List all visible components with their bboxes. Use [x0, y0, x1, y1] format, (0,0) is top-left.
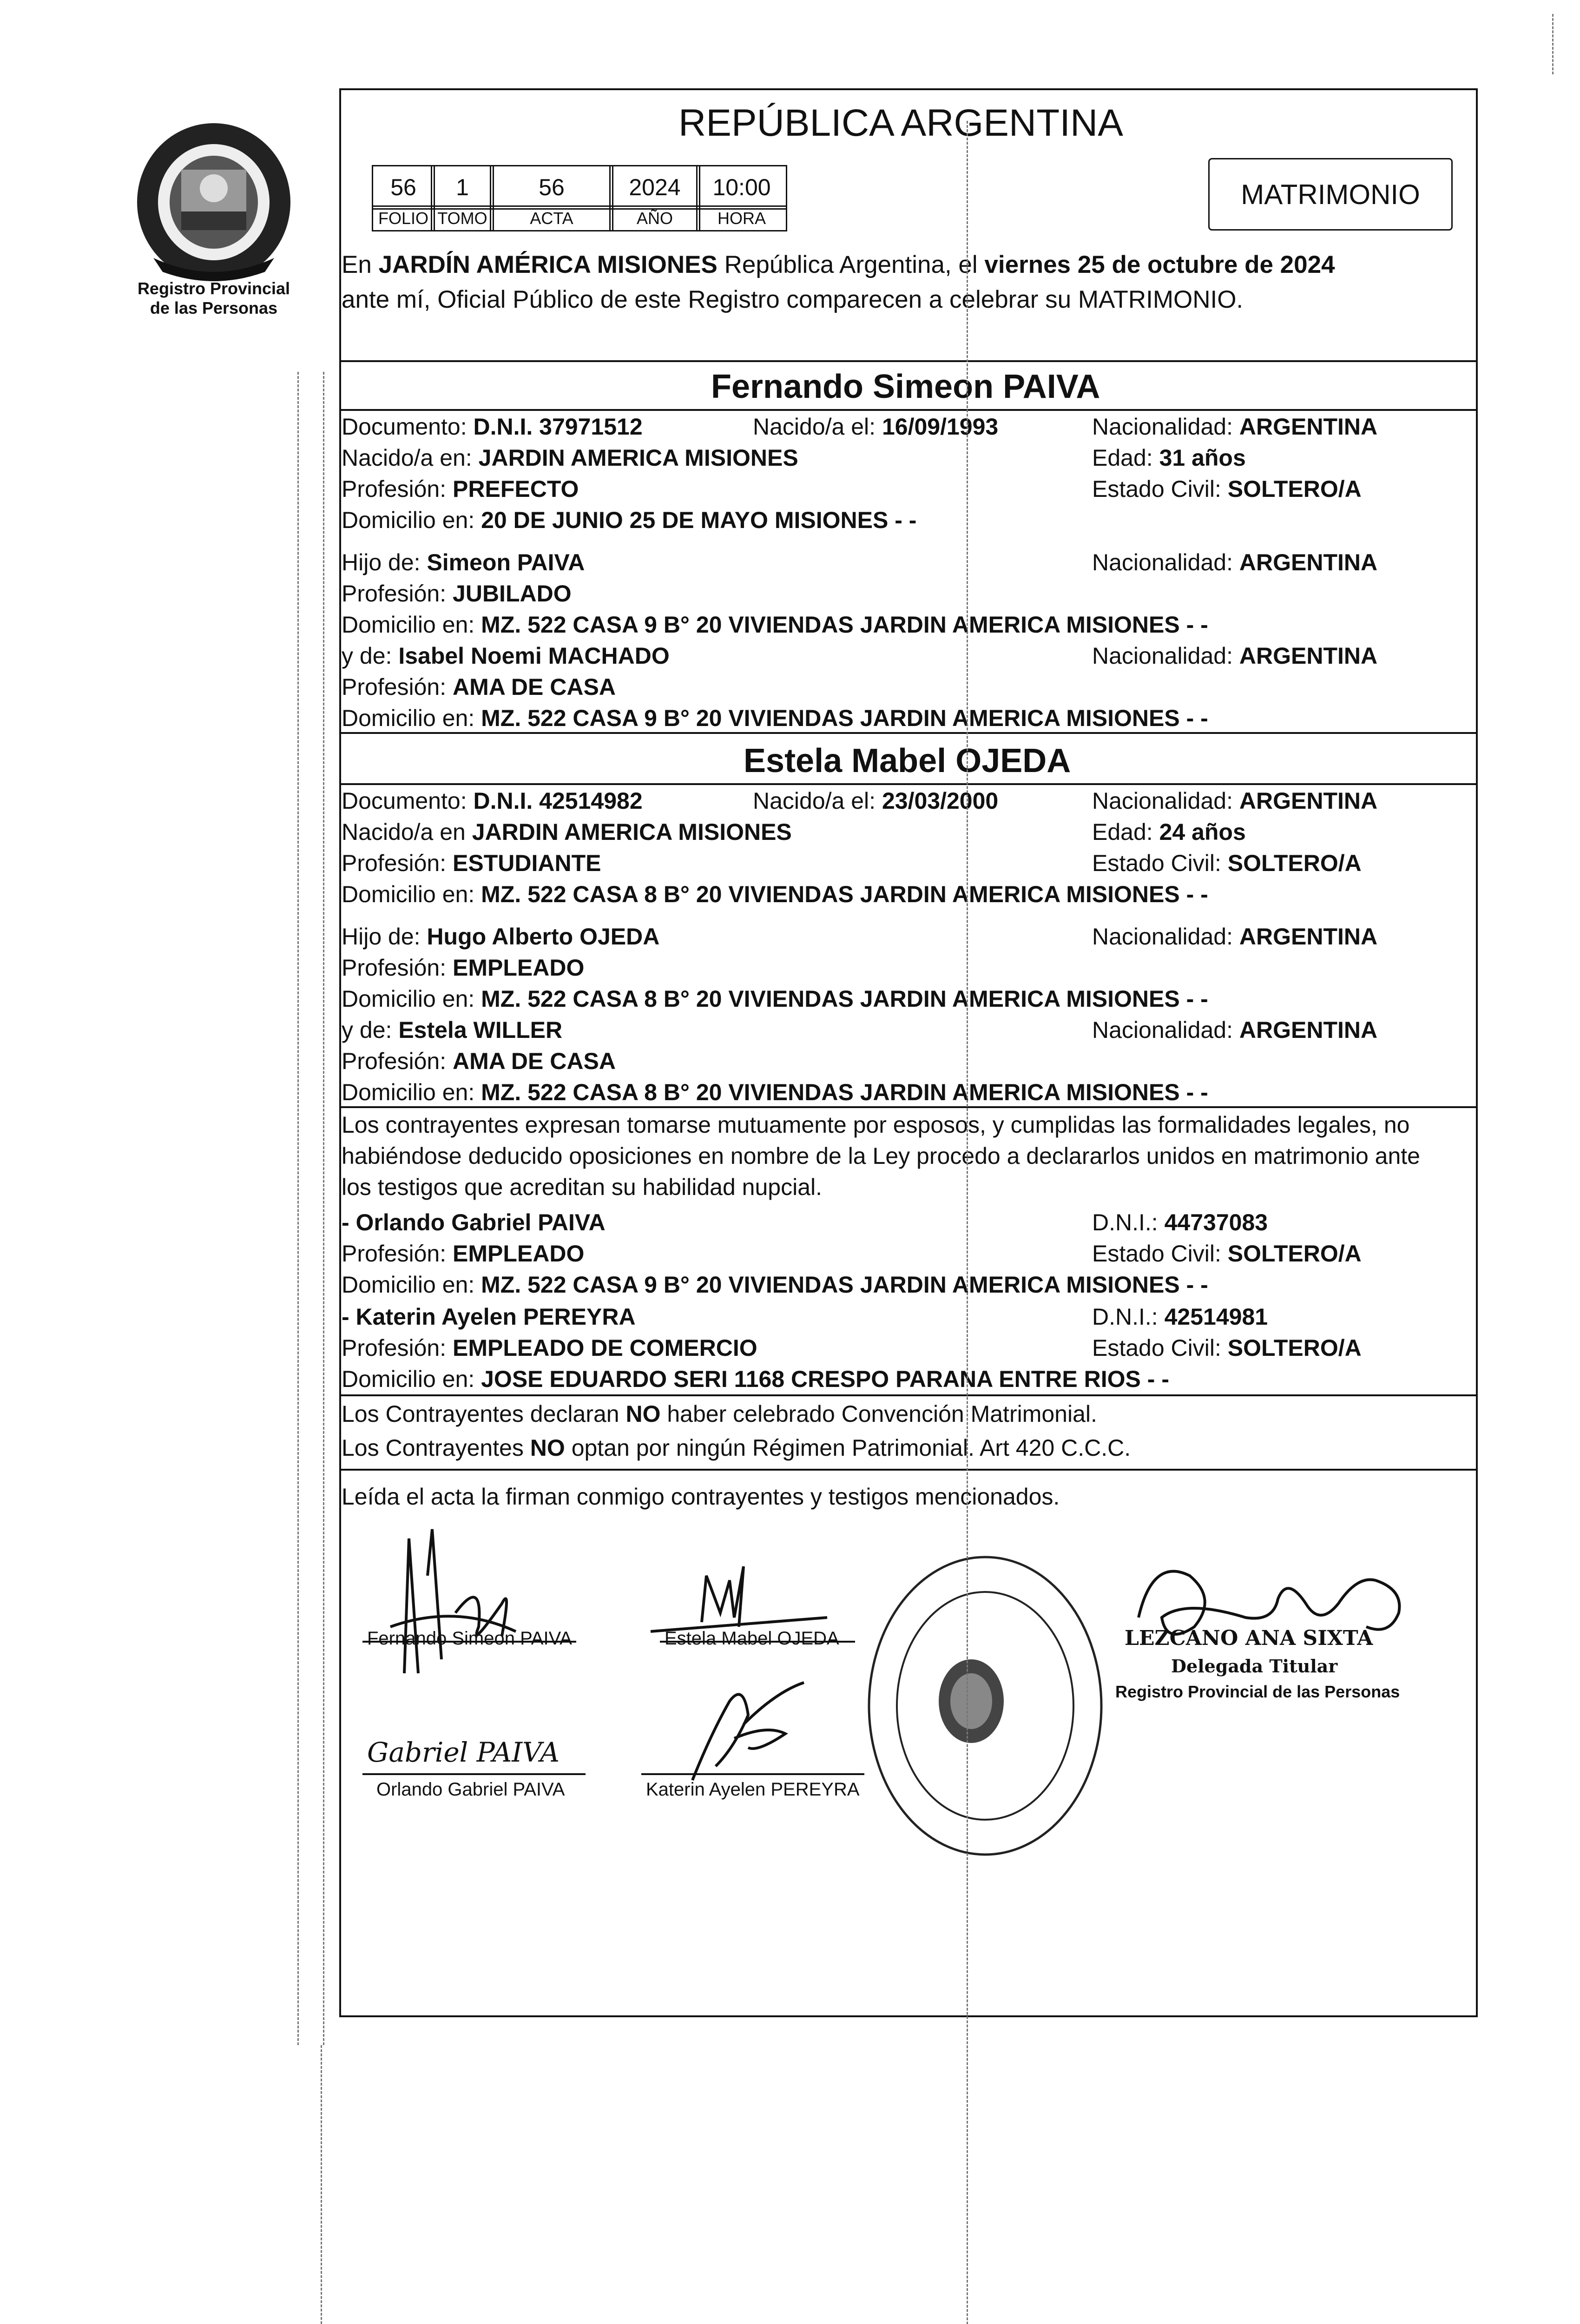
- page-title: REPÚBLICA ARGENTINA: [678, 102, 1123, 144]
- spouse2-estado: [1092, 849, 1362, 877]
- witness2-dni: [1092, 1303, 1268, 1331]
- value: ESTUDIANTE: [453, 850, 601, 876]
- value: JARDIN AMERICA MISIONES: [478, 445, 798, 471]
- label: Profesión:: [342, 1048, 447, 1074]
- spouse1-madre-nac: [1092, 642, 1377, 670]
- value: 44737083: [1164, 1209, 1268, 1235]
- value: Estela WILLER: [398, 1017, 563, 1043]
- value: EMPLEADO: [453, 1241, 585, 1267]
- value: 42514981: [1164, 1304, 1268, 1330]
- spouse2-nacido-el: [753, 787, 998, 815]
- label: Profesión:: [342, 476, 447, 502]
- value: JUBILADO: [453, 581, 572, 607]
- value: ARGENTINA: [1239, 924, 1378, 950]
- signature-handwritten-orlando: Gabriel PAIVA: [367, 1736, 560, 1768]
- declaration-line-3: los testigos que acreditan su habilidad nupcial.: [342, 1174, 823, 1200]
- label: y de:: [342, 1017, 392, 1043]
- label: Estado Civil:: [1092, 476, 1221, 502]
- label: Nacido/a en: [342, 819, 466, 845]
- value: Simeon PAIVA: [427, 549, 585, 575]
- label: Nacionalidad:: [1092, 788, 1233, 814]
- divider: [339, 1469, 1478, 1471]
- signature-label-fernando: Fernando Simeon PAIVA: [367, 1628, 572, 1649]
- divider: [339, 1394, 1478, 1396]
- value: SOLTERO/A: [1227, 1241, 1362, 1267]
- intro-line-2: ante mí, Oficial Público de este Registro comparecen a celebrar su MATRIMONIO.: [342, 286, 1244, 313]
- value: D.N.I. 42514982: [473, 788, 643, 814]
- grid-value-folio: 56: [372, 165, 435, 210]
- value: ARGENTINA: [1239, 643, 1378, 669]
- value: MZ. 522 CASA 8 B° 20 VIVIENDAS JARDIN AMERICA MISIONES - -: [481, 1079, 1208, 1105]
- witness1-domicilio: [342, 1271, 1208, 1299]
- grid-label-acta: ACTA: [490, 205, 613, 231]
- spouse1-domicilio: [342, 506, 916, 534]
- label: Nacido/a el:: [753, 414, 876, 440]
- intro-line-1: [342, 251, 1335, 279]
- grid-label-tomo: TOMO: [431, 205, 494, 231]
- scan-artifact: [321, 2045, 322, 2324]
- value: Hugo Alberto OJEDA: [427, 924, 660, 950]
- value: EMPLEADO: [453, 955, 585, 981]
- registry-logo: [125, 119, 302, 286]
- intro-place: JARDÍN AMÉRICA MISIONES: [378, 251, 718, 278]
- spouse1-nacido-en: [342, 444, 798, 472]
- value: ARGENTINA: [1239, 549, 1378, 575]
- label: Profesión:: [342, 674, 447, 700]
- scan-artifact: [297, 372, 299, 2045]
- value: ARGENTINA: [1239, 414, 1378, 440]
- spouse1-madre: [342, 642, 670, 670]
- record-type-box: [1208, 158, 1453, 231]
- witness1-estado: [1092, 1240, 1362, 1268]
- declaration-line-2: habiéndose deducido oposiciones en nombre de la Ley procedo a declararlos unidos en matrimonio ante: [342, 1143, 1420, 1169]
- label: Documento:: [342, 788, 467, 814]
- spouse2-padre-prof: [342, 954, 584, 982]
- spouse2-edad: [1092, 818, 1246, 846]
- registry-name-line1: Registro Provincial: [137, 279, 290, 298]
- label: Hijo de:: [342, 924, 421, 950]
- divider: [339, 409, 1478, 411]
- witness2-domicilio: [342, 1365, 1169, 1393]
- spouse2-documento: [342, 787, 643, 815]
- text: Los Contrayentes: [342, 1435, 530, 1461]
- signature-label-orlando: Orlando Gabriel PAIVA: [376, 1779, 565, 1800]
- label: Domicilio en:: [342, 507, 475, 533]
- value: MZ. 522 CASA 9 B° 20 VIVIENDAS JARDIN AMERICA MISIONES - -: [481, 1272, 1208, 1298]
- divider: [339, 1106, 1478, 1108]
- spouse1-documento: [342, 413, 643, 441]
- spouse2-madre-dom: [342, 1078, 1208, 1106]
- record-type: MATRIMONIO: [1241, 178, 1420, 210]
- value: MZ. 522 CASA 8 B° 20 VIVIENDAS JARDIN AMERICA MISIONES - -: [481, 986, 1208, 1012]
- spouse1-madre-prof: [342, 673, 616, 701]
- value: D.N.I. 37971512: [473, 414, 643, 440]
- value: ARGENTINA: [1239, 788, 1378, 814]
- spouse1-madre-dom: [342, 704, 1208, 732]
- witness1-dni: [1092, 1208, 1268, 1236]
- value: AMA DE CASA: [453, 674, 616, 700]
- value: 31 años: [1159, 445, 1246, 471]
- spouse1-nacionalidad: [1092, 413, 1377, 441]
- value: AMA DE CASA: [453, 1048, 616, 1074]
- label: Profesión:: [342, 955, 447, 981]
- witness1-name: - Orlando Gabriel PAIVA: [342, 1209, 606, 1235]
- label: Profesión:: [342, 1241, 447, 1267]
- grid-label-anio: AÑO: [609, 205, 700, 231]
- value: 23/03/2000: [882, 788, 999, 814]
- spouse1-padre-prof: [342, 580, 572, 607]
- spouse1-padre-nac: [1092, 548, 1377, 576]
- label: Nacionalidad:: [1092, 643, 1233, 669]
- label: Domicilio en:: [342, 1079, 475, 1105]
- spouse2-madre-prof: [342, 1047, 616, 1075]
- value: Isabel Noemi MACHADO: [398, 643, 670, 669]
- label: Domicilio en:: [342, 1366, 475, 1392]
- divider: [339, 732, 1478, 734]
- label: Hijo de:: [342, 549, 421, 575]
- grid-label-hora: HORA: [696, 205, 787, 231]
- value: ARGENTINA: [1239, 1017, 1378, 1043]
- label: Edad:: [1092, 445, 1153, 471]
- intro-date: viernes 25 de octubre de 2024: [984, 251, 1335, 278]
- witness2-profesion: [342, 1334, 757, 1362]
- text: Los Contrayentes declaran: [342, 1401, 626, 1427]
- signature-label-estela: Estela Mabel OJEDA: [665, 1628, 839, 1649]
- label: y de:: [342, 643, 392, 669]
- official-name: LEZCANO ANA SIXTA: [1125, 1626, 1373, 1650]
- spouse2-nacido-en: [342, 818, 792, 846]
- label: Nacionalidad:: [1092, 414, 1233, 440]
- spouse1-nacido-el: [753, 413, 998, 441]
- value: MZ. 522 CASA 9 B° 20 VIVIENDAS JARDIN AMERICA MISIONES - -: [481, 612, 1208, 638]
- spouse2-padre-dom: [342, 985, 1208, 1013]
- spouse2-padre: [342, 923, 659, 951]
- official-stamp: [855, 1548, 1115, 1873]
- divider: [339, 783, 1478, 785]
- signature-katerin: [665, 1673, 841, 1785]
- signature-line: [362, 1773, 586, 1775]
- label: Nacido/a el:: [753, 788, 876, 814]
- signature-label-katerin: Katerin Ayelen PEREYRA: [646, 1779, 860, 1800]
- witness2-estado: [1092, 1334, 1362, 1362]
- value: EMPLEADO DE COMERCIO: [453, 1335, 757, 1361]
- signature-fernando: [362, 1520, 576, 1697]
- label: Estado Civil:: [1092, 1335, 1221, 1361]
- value: 24 años: [1159, 819, 1246, 845]
- value: JARDIN AMERICA MISIONES: [472, 819, 792, 845]
- label: Estado Civil:: [1092, 850, 1221, 876]
- intro-prefix: En: [342, 251, 379, 278]
- spouse1-padre: [342, 548, 585, 576]
- label: Domicilio en:: [342, 1272, 475, 1298]
- spouse2-profesion: [342, 849, 601, 877]
- value: MZ. 522 CASA 9 B° 20 VIVIENDAS JARDIN AMERICA MISIONES - -: [481, 705, 1208, 731]
- spouse1-profesion: [342, 475, 579, 503]
- value: JOSE EDUARDO SERI 1168 CRESPO PARANA ENTRE RIOS - -: [481, 1366, 1169, 1392]
- grid-value-hora: 10:00: [696, 165, 787, 210]
- convention-line-2: [342, 1434, 1131, 1462]
- grid-value-anio: 2024: [609, 165, 700, 210]
- official-org: Registro Provincial de las Personas: [1115, 1682, 1400, 1701]
- grid-value-acta: 56: [490, 165, 613, 210]
- label: Nacionalidad:: [1092, 1017, 1233, 1043]
- grid-label-folio: FOLIO: [372, 205, 435, 231]
- value: SOLTERO/A: [1227, 1335, 1362, 1361]
- spouse1-name: Fernando Simeon PAIVA: [711, 368, 1100, 405]
- label: Profesión:: [342, 850, 447, 876]
- scan-artifact: [323, 372, 324, 2045]
- scan-artifact: [1552, 14, 1554, 74]
- label: Profesión:: [342, 1335, 447, 1361]
- label: Documento:: [342, 414, 467, 440]
- scan-artifact: [967, 121, 968, 2324]
- registry-name-line2: de las Personas: [150, 298, 278, 317]
- label: Domicilio en:: [342, 986, 475, 1012]
- text: NO: [530, 1435, 565, 1461]
- spouse1-padre-dom: [342, 611, 1208, 639]
- value: SOLTERO/A: [1227, 850, 1362, 876]
- label: Nacionalidad:: [1092, 549, 1233, 575]
- official-title: Delegada Titular: [1171, 1656, 1338, 1677]
- spouse1-estado: [1092, 475, 1362, 503]
- label: Profesión:: [342, 581, 447, 607]
- spouse2-nacionalidad: [1092, 787, 1377, 815]
- value: PREFECTO: [453, 476, 579, 502]
- label: Edad:: [1092, 819, 1153, 845]
- spouse1-edad: [1092, 444, 1246, 472]
- spouse2-name: Estela Mabel OJEDA: [744, 742, 1071, 779]
- label: D.N.I.:: [1092, 1304, 1158, 1330]
- label: Domicilio en:: [342, 705, 475, 731]
- registry-name: [107, 279, 321, 318]
- convention-line-1: [342, 1400, 1097, 1428]
- spouse2-madre: [342, 1016, 562, 1044]
- signature-line: [641, 1773, 864, 1775]
- label: D.N.I.:: [1092, 1209, 1158, 1235]
- grid-value-tomo: 1: [431, 165, 494, 210]
- spouse2-madre-nac: [1092, 1016, 1377, 1044]
- label: Domicilio en:: [342, 881, 475, 907]
- value: MZ. 522 CASA 8 B° 20 VIVIENDAS JARDIN AMERICA MISIONES - -: [481, 881, 1208, 907]
- value: 20 DE JUNIO 25 DE MAYO MISIONES - -: [481, 507, 917, 533]
- spouse2-domicilio: [342, 880, 1208, 908]
- spouse2-padre-nac: [1092, 923, 1377, 951]
- label: Domicilio en:: [342, 612, 475, 638]
- value: 16/09/1993: [882, 414, 999, 440]
- intro-mid: República Argentina, el: [717, 251, 985, 278]
- divider: [339, 360, 1478, 362]
- witness1-profesion: [342, 1240, 584, 1268]
- label: Nacionalidad:: [1092, 924, 1233, 950]
- witness2-name: - Katerin Ayelen PEREYRA: [342, 1304, 636, 1330]
- closing-text: Leída el acta la firman conmigo contrayentes y testigos mencionados.: [342, 1484, 1060, 1510]
- label: Estado Civil:: [1092, 1241, 1221, 1267]
- label: Nacido/a en:: [342, 445, 472, 471]
- text: haber celebrado Convención Matrimonial.: [660, 1401, 1097, 1427]
- value: SOLTERO/A: [1227, 476, 1362, 502]
- declaration-line-1: Los contrayentes expresan tomarse mutuamente por esposos, y cumplidas las formalidades legales, no: [342, 1112, 1410, 1138]
- text: optan por ningún Régimen Patrimonial. Art 420 C.C.C.: [565, 1435, 1131, 1461]
- text: NO: [625, 1401, 661, 1427]
